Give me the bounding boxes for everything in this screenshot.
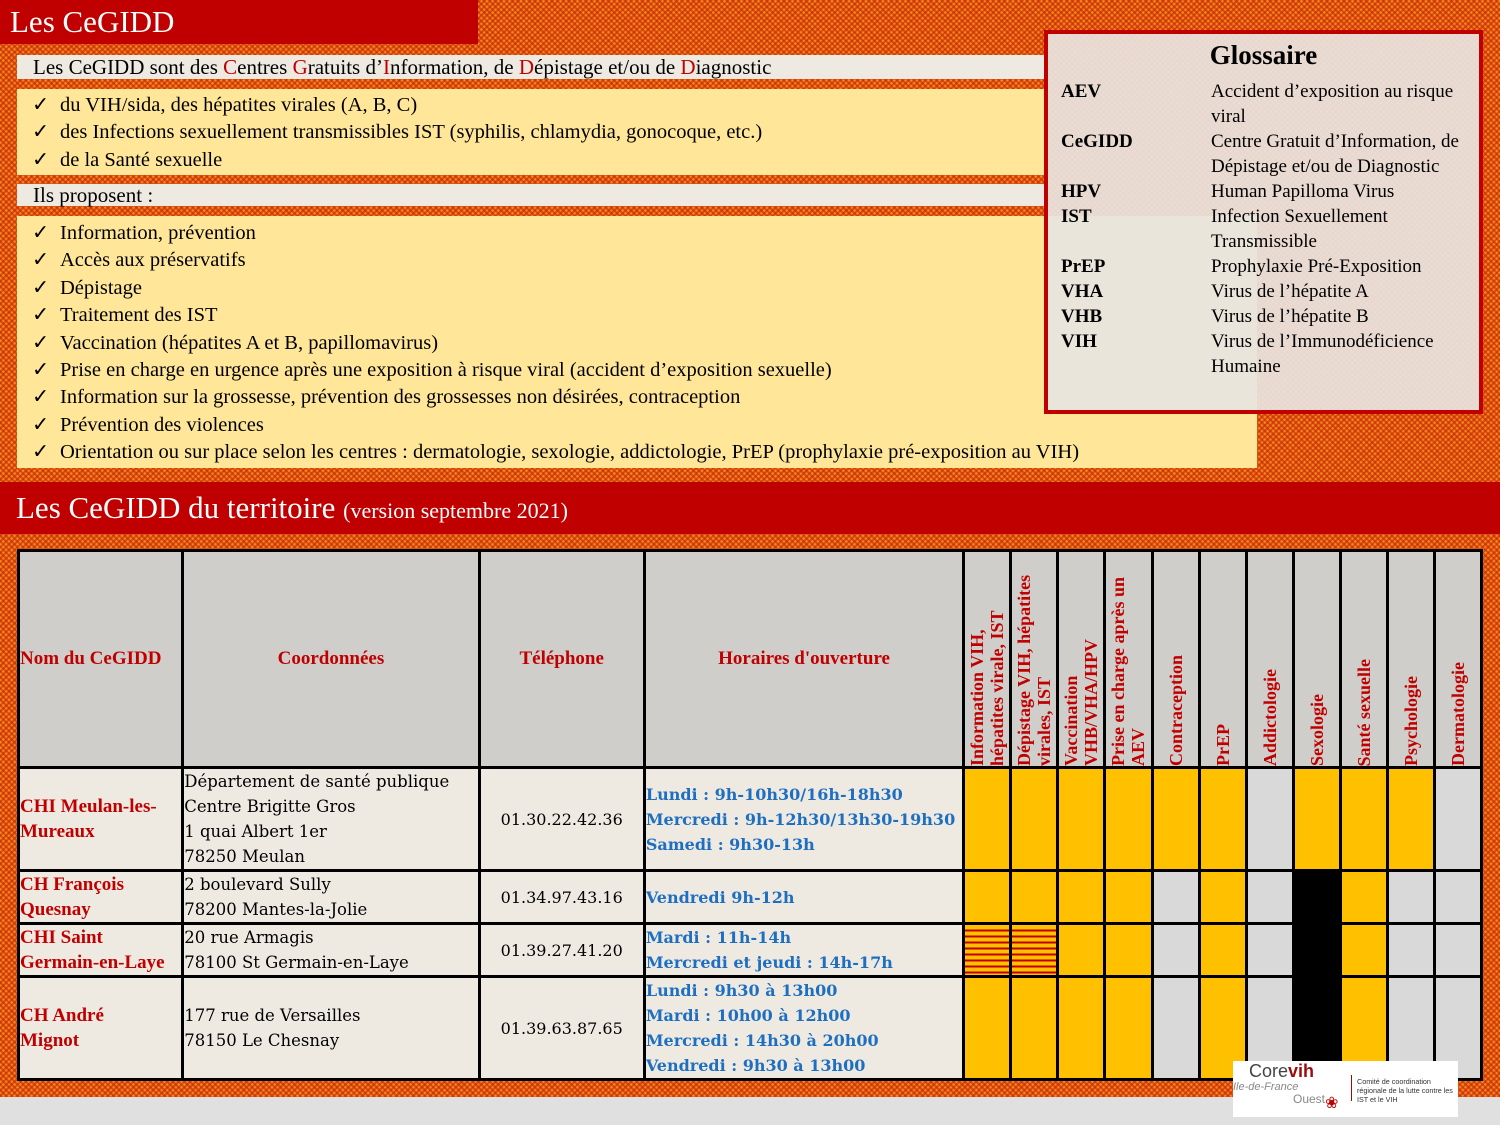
- list-item-text: de la Santé sexuelle: [60, 148, 223, 171]
- header-service: [964, 551, 1011, 768]
- intro-part: nformation, de: [389, 55, 519, 79]
- cegidd-table: [17, 549, 1483, 1081]
- list-item-text: Dépistage: [60, 276, 142, 299]
- service-cell: [964, 924, 1011, 977]
- cegidd-name: [19, 768, 183, 871]
- logo-brand-part: vih: [1288, 1061, 1315, 1081]
- cegidd-address: [183, 924, 479, 977]
- glossary-entry: [1061, 204, 1473, 254]
- header-service-label: Santé sexuelle: [1353, 658, 1374, 766]
- glossary-definition: Virus de l’hépatite A: [1211, 281, 1369, 302]
- intro-initial: C: [223, 55, 238, 79]
- address-line: Département de santé publique: [184, 772, 450, 791]
- glossary-definition: Prophylaxie Pré-Exposition: [1211, 256, 1422, 277]
- header-service: [1152, 551, 1199, 768]
- intro-part: iagnostic: [695, 55, 772, 79]
- check-icon: ✓: [32, 276, 50, 299]
- glossary-definition: Accident d’exposition au risque viral: [1211, 81, 1454, 127]
- list-item: [32, 439, 1257, 466]
- header-service-label: Psychologie: [1400, 676, 1421, 766]
- header-service-label: PrEP: [1212, 724, 1233, 766]
- hours-line: Mercredi : 9h-12h30/13h30-19h30: [645, 809, 956, 829]
- intro-initial: G: [292, 55, 308, 79]
- hours-line: Mercredi : 14h30 à 20h00: [645, 1031, 879, 1050]
- service-cell: [1058, 924, 1105, 977]
- glossary-entry: [1061, 329, 1473, 379]
- hours-line: Samedi : 9h30-13h: [645, 834, 815, 854]
- list-item-text: Prévention des violences: [60, 413, 264, 436]
- name-line: CHI Saint: [20, 927, 103, 948]
- table-row: [19, 768, 1482, 871]
- logo-brand-part: Core: [1249, 1061, 1289, 1081]
- address-line: 78100 St Germain-en-Laye: [184, 953, 409, 972]
- service-cell: [1011, 924, 1058, 977]
- cegidd-hours: [644, 924, 963, 977]
- check-icon: ✓: [32, 358, 50, 381]
- service-cell: [1293, 924, 1340, 977]
- glossary-abbr: CeGIDD: [1061, 131, 1133, 152]
- header-service-label: Prise en charge après un AEV: [1108, 577, 1149, 766]
- list-item-text: Prise en charge en urgence après une exposition à risque viral (accident d’exposition sexuelle): [60, 358, 832, 381]
- list-item-text: Accès aux préservatifs: [60, 249, 246, 272]
- name-line: Quesnay: [20, 899, 91, 920]
- list-item-text: Information, prévention: [60, 222, 256, 244]
- intro-part: épistage et/ou de: [534, 55, 681, 79]
- name-line: CHI Meulan-les-: [20, 796, 157, 817]
- glossary-definition: Human Papilloma Virus: [1211, 181, 1395, 202]
- glossary-entry: [1061, 279, 1473, 304]
- address-line: 20 rue Armagis: [184, 928, 314, 947]
- service-cell: [1105, 871, 1152, 924]
- address-line: 78150 Le Chesnay: [184, 1031, 340, 1050]
- cegidd-hours: [644, 871, 963, 924]
- service-cell: [1199, 924, 1246, 977]
- address-line: Centre Brigitte Gros: [184, 797, 356, 816]
- table-header-row: [19, 551, 1482, 768]
- service-cell: [964, 977, 1011, 1080]
- check-icon: ✓: [32, 413, 50, 436]
- service-cell: [1152, 924, 1199, 977]
- corevih-logo: [1233, 1061, 1458, 1117]
- list-item-text: Vaccination (hépatites A et B, papillomavirus): [60, 331, 439, 354]
- address-line: 1 quai Albert 1er: [184, 822, 327, 841]
- service-cell: [1105, 768, 1152, 871]
- section-title: [0, 482, 1500, 534]
- service-cell: [1434, 924, 1481, 977]
- service-cell: [964, 768, 1011, 871]
- table-row: [19, 924, 1482, 977]
- intro-initial: D: [680, 55, 696, 79]
- service-cell: [1058, 871, 1105, 924]
- logo-separator: [1351, 1075, 1352, 1101]
- glossary-definition: Virus de l’hépatite B: [1211, 306, 1369, 327]
- cegidd-address: [183, 768, 479, 871]
- glossary-entry: [1061, 179, 1473, 204]
- header-coordonnees: Coordonnées: [183, 551, 479, 768]
- glossary-definition: Virus de l’Immunodéficience Humaine: [1211, 331, 1434, 377]
- hours-line: Vendredi 9h-12h: [645, 887, 795, 907]
- cegidd-hours: [644, 977, 963, 1080]
- service-cell: [1434, 768, 1481, 871]
- address-line: 78250 Meulan: [184, 847, 305, 866]
- check-icon: ✓: [32, 249, 50, 272]
- list-item-text: Orientation ou sur place selon les centres : dermatologie, sexologie, addictologie, PrEP (prophylaxie pré-exposition au VIH): [60, 441, 1080, 464]
- glossary-definition: Centre Gratuit d’Information, de Dépistage et/ou de Diagnostic: [1211, 131, 1459, 177]
- glossary-entry: [1061, 79, 1473, 129]
- section-subtitle: (version septembre 2021): [343, 498, 568, 523]
- intro-part: ratuits d’: [307, 55, 383, 79]
- hours-line: Mercredi et jeudi : 14h-17h: [645, 953, 893, 972]
- service-cell: [1011, 871, 1058, 924]
- address-line: 177 rue de Versailles: [184, 1006, 361, 1025]
- glossary-entry: [1061, 129, 1473, 179]
- proposent-heading: Ils proposent :: [17, 184, 1047, 206]
- check-icon: ✓: [32, 148, 50, 171]
- service-cell: [1011, 977, 1058, 1080]
- header-horaires: Horaires d'ouverture: [644, 551, 963, 768]
- intro-initial: D: [518, 55, 535, 79]
- hours-line: Lundi : 9h-10h30/16h-18h30: [645, 784, 903, 804]
- header-service-label: Addictologie: [1259, 669, 1280, 766]
- table-row: [19, 871, 1482, 924]
- list-item: [32, 147, 1047, 174]
- intro-list: [17, 89, 1047, 175]
- service-cell: [1105, 977, 1152, 1080]
- name-line: CH André: [20, 1005, 104, 1026]
- check-icon: ✓: [32, 304, 50, 327]
- header-telephone: Téléphone: [479, 551, 644, 768]
- glossary-panel: [1044, 30, 1483, 414]
- service-cell: [1434, 871, 1481, 924]
- list-item-text: du VIH/sida, des hépatites virales (A, B, C): [60, 94, 418, 116]
- cegidd-phone: 01.39.27.41.20: [479, 924, 644, 977]
- name-line: CH François: [20, 874, 124, 895]
- list-item: [32, 412, 1257, 439]
- service-cell: [1293, 871, 1340, 924]
- check-icon: ✓: [32, 331, 50, 354]
- service-cell: [1387, 768, 1434, 871]
- glossary-title: Glossaire: [1209, 40, 1318, 70]
- header-name: Nom du CeGIDD: [19, 551, 183, 768]
- header-service-label: Vaccination VHB/VHA/HPV: [1061, 638, 1102, 766]
- check-icon: ✓: [32, 94, 50, 116]
- cegidd-hours: [644, 768, 963, 871]
- cegidd-address: [183, 871, 479, 924]
- header-service: [1340, 551, 1387, 768]
- glossary-abbr: VIH: [1061, 331, 1097, 352]
- header-service-label: Contraception: [1165, 655, 1186, 766]
- logo-tagline: Comité de coordination régionale de la lutte contre les IST et le VIH: [1357, 1077, 1453, 1104]
- cegidd-name: [19, 977, 183, 1080]
- intro-initial: I: [382, 55, 390, 79]
- header-service: [1293, 551, 1340, 768]
- cegidd-phone: 01.39.63.87.65: [479, 977, 644, 1080]
- address-line: 78200 Mantes-la-Jolie: [184, 900, 368, 919]
- glossary-abbr: PrEP: [1061, 256, 1106, 277]
- cegidd-phone: 01.34.97.43.16: [479, 871, 644, 924]
- glossary-definition: Infection Sexuellement Transmissible: [1211, 206, 1388, 252]
- logo-region: Ile-de-France: [1233, 1081, 1299, 1093]
- header-service-label: Dermatologie: [1447, 662, 1468, 766]
- logo-brand: [1249, 1061, 1314, 1082]
- glossary-abbr: AEV: [1061, 81, 1102, 102]
- service-cell: [1152, 871, 1199, 924]
- page-title: Les CeGIDD: [0, 0, 478, 44]
- service-cell: [1199, 768, 1246, 871]
- service-cell: [1199, 871, 1246, 924]
- list-item-text: Traitement des IST: [60, 304, 218, 327]
- header-service: [1058, 551, 1105, 768]
- cegidd-address: [183, 977, 479, 1080]
- hours-line: Vendredi : 9h30 à 13h00: [645, 1056, 866, 1075]
- header-service-label: Sexologie: [1306, 694, 1327, 766]
- service-cell: [1246, 924, 1293, 977]
- header-service: [1199, 551, 1246, 768]
- cegidd-phone: 01.30.22.42.36: [479, 768, 644, 871]
- header-service: [1434, 551, 1481, 768]
- header-service: [1011, 551, 1058, 768]
- hours-line: Mardi : 10h00 à 12h00: [645, 1006, 851, 1025]
- service-cell: [1058, 977, 1105, 1080]
- check-icon: ✓: [32, 386, 50, 409]
- check-icon: ✓: [32, 121, 50, 144]
- service-cell: [1105, 924, 1152, 977]
- list-item: [32, 119, 1047, 146]
- service-cell: [1387, 924, 1434, 977]
- service-cell: [1246, 768, 1293, 871]
- logo-ouest: Ouest: [1293, 1092, 1326, 1106]
- service-cell: [1011, 768, 1058, 871]
- name-line: Mignot: [20, 1030, 80, 1051]
- intro-part: entres: [237, 55, 293, 79]
- list-item: [32, 92, 1047, 119]
- service-cell: [1152, 768, 1199, 871]
- intro-definition: [17, 55, 1047, 79]
- hours-line: Mardi : 11h-14h: [645, 928, 792, 947]
- service-cell: [964, 871, 1011, 924]
- service-cell: [1152, 977, 1199, 1080]
- header-service-label: Information VIH, hépatites virale, IST: [967, 610, 1008, 766]
- header-service-label: Dépistage VIH, hépatites virales, IST: [1014, 574, 1055, 766]
- header-service: [1246, 551, 1293, 768]
- hours-line: Lundi : 9h30 à 13h00: [645, 981, 838, 1000]
- cegidd-name: [19, 871, 183, 924]
- glossary-abbr: HPV: [1061, 181, 1102, 202]
- list-item-text: Information sur la grossesse, prévention des grossesses non désirées, contraception: [60, 386, 741, 409]
- intro-part: Les CeGIDD sont des: [33, 55, 224, 79]
- service-cell: [1246, 871, 1293, 924]
- service-cell: [1340, 924, 1387, 977]
- service-cell: [1387, 871, 1434, 924]
- glossary-table: [1061, 79, 1473, 379]
- check-icon: ✓: [32, 222, 50, 244]
- service-cell: [1340, 768, 1387, 871]
- glossary-entry: [1061, 254, 1473, 279]
- glossary-abbr: VHA: [1061, 281, 1104, 302]
- name-line: Germain-en-Laye: [20, 952, 165, 973]
- glossary-entry: [1061, 304, 1473, 329]
- list-item-text: des Infections sexuellement transmissibles IST (syphilis, chlamydia, gonocoque, etc.): [60, 121, 763, 144]
- ribbon-icon: ❀: [1325, 1095, 1339, 1112]
- header-service: [1387, 551, 1434, 768]
- section-title-text: Les CeGIDD du territoire: [16, 490, 336, 525]
- service-cell: [1293, 768, 1340, 871]
- header-service: [1105, 551, 1152, 768]
- service-cell: [1058, 768, 1105, 871]
- cegidd-name: [19, 924, 183, 977]
- glossary-abbr: VHB: [1061, 306, 1103, 327]
- glossary-abbr: IST: [1061, 206, 1092, 227]
- check-icon: ✓: [32, 441, 50, 464]
- service-cell: [1340, 871, 1387, 924]
- address-line: 2 boulevard Sully: [184, 875, 331, 894]
- name-line: Mureaux: [20, 821, 95, 842]
